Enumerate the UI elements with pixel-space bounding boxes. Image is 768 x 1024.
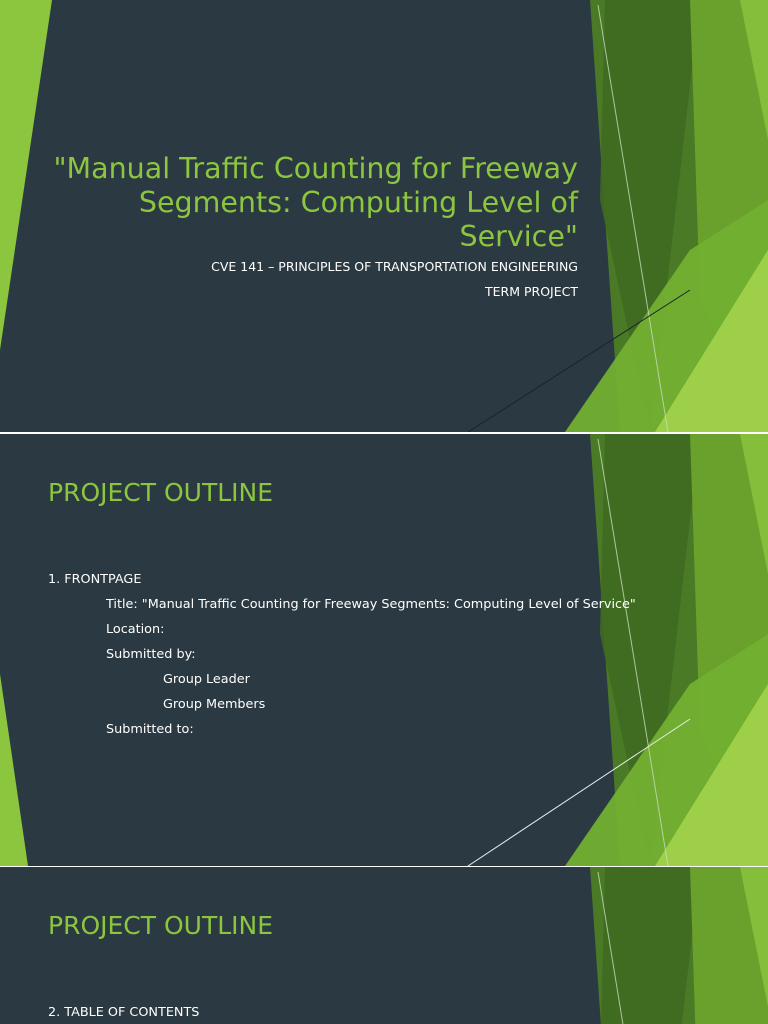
outline-item-frontpage: 1. FRONTPAGE xyxy=(48,572,142,587)
outline-item-group-members: Group Members xyxy=(163,697,266,712)
outline-item-submitted-by: Submitted by: xyxy=(106,647,196,662)
outline-item-submitted-to: Submitted to: xyxy=(106,722,194,737)
slide-3[interactable] xyxy=(0,867,768,1024)
outline-item-title: Title: "Manual Traffic Counting for Freeway Segments: Computing Level of Service" xyxy=(106,597,636,612)
term-project-subtitle: TERM PROJECT xyxy=(485,284,578,299)
slide-2[interactable] xyxy=(0,434,768,866)
course-subtitle: CVE 141 – PRINCIPLES OF TRANSPORTATION ENGINEERING xyxy=(211,259,578,274)
slide-1[interactable] xyxy=(0,0,768,432)
outline-item-location: Location: xyxy=(106,622,165,637)
slide-heading: PROJECT OUTLINE xyxy=(48,911,274,940)
slide-title: "Manual Traffic Counting for Freeway Segments: Computing Level of Service" xyxy=(53,152,578,253)
outline-item-table-of-contents: 2. TABLE OF CONTENTS xyxy=(48,1005,200,1020)
slide-heading: PROJECT OUTLINE xyxy=(48,478,274,507)
outline-item-group-leader: Group Leader xyxy=(163,672,250,687)
slide-decoration xyxy=(0,867,768,1024)
